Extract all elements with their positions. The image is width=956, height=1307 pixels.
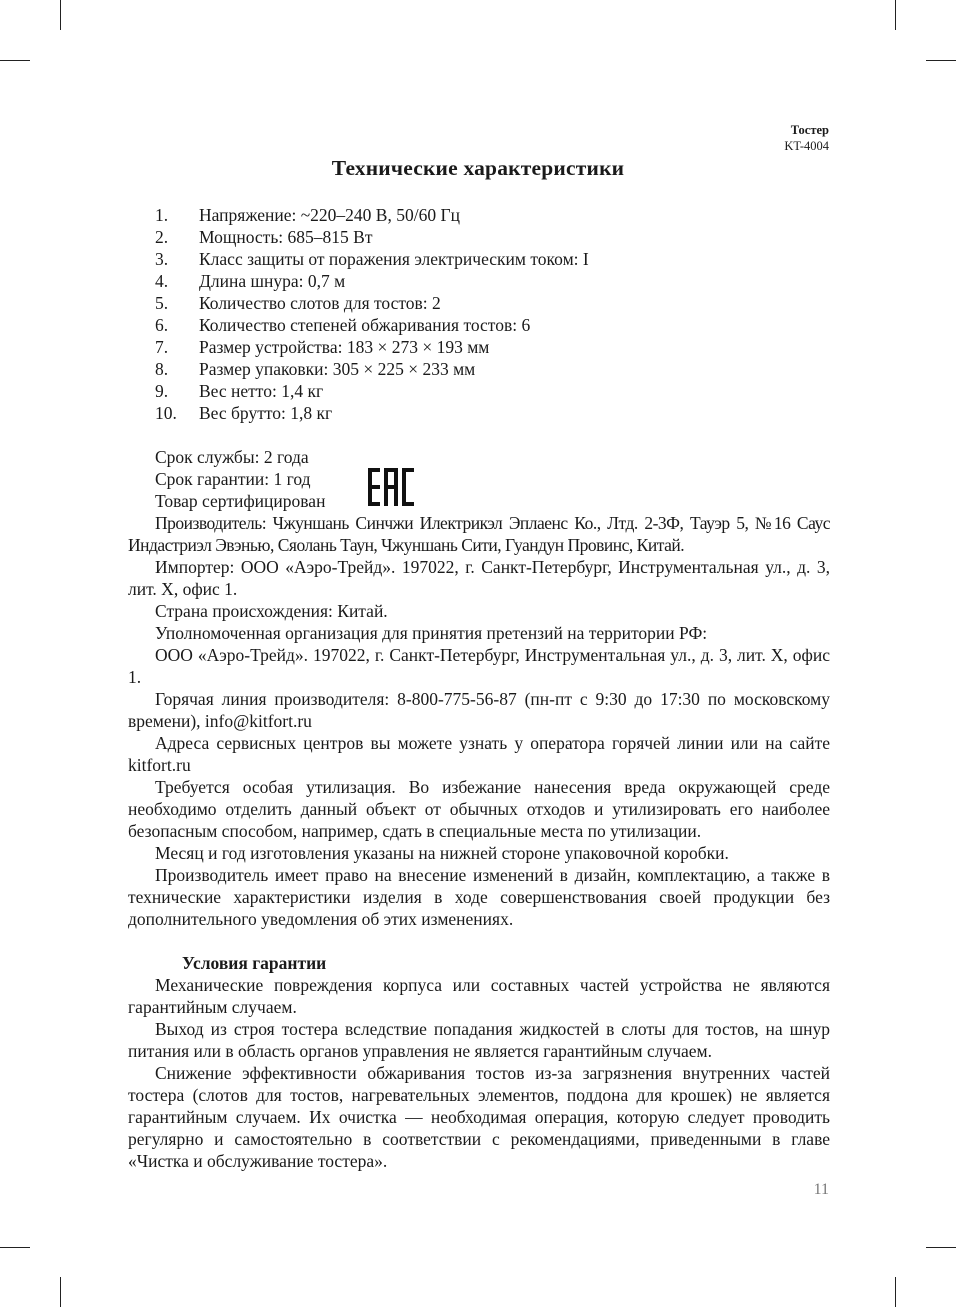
item-number: 9. <box>155 381 169 401</box>
certified-note: Товар сертифицирован <box>155 491 326 511</box>
running-header <box>784 122 829 154</box>
crop-mark <box>60 0 61 30</box>
list-item <box>155 402 589 424</box>
importer: Импортер: ООО «Аэро-Трейд». 197022, г. Санкт-Петербург, Инструментальная ул., д. 3, лит. Х, офис 1. <box>128 557 830 599</box>
warranty-section-title: Условия гарантии <box>182 953 327 973</box>
item-text: Длина шнура: 0,7 м <box>199 271 346 291</box>
service-life: Срок службы: 2 года <box>155 447 309 467</box>
list-item <box>155 314 589 336</box>
list-item <box>155 226 589 248</box>
item-text: Вес нетто: 1,4 кг <box>199 381 324 401</box>
list-item <box>155 270 589 292</box>
page-number: 11 <box>813 1181 829 1198</box>
authorized-org: ООО «Аэро-Трейд». 197022, г. Санкт-Петербург, Инструментальная ул., д. 3, лит. Х, офис 1. <box>128 645 830 687</box>
header-product: Тостер <box>790 123 829 137</box>
crop-mark <box>0 1247 30 1248</box>
crop-mark <box>926 60 956 61</box>
country-of-origin: Страна происхождения: Китай. <box>155 601 388 621</box>
certification-block <box>128 446 830 512</box>
item-text: Размер устройства: 183 × 273 × 193 мм <box>199 337 490 357</box>
service-centers: Адреса сервисных центров вы можете узнать у оператора горячей линии или на сайте kitfort.ru <box>128 733 830 775</box>
list-item <box>155 292 589 314</box>
item-number: 10. <box>155 403 177 423</box>
item-number: 8. <box>155 359 169 379</box>
item-number: 7. <box>155 337 169 357</box>
crop-mark <box>926 1247 956 1248</box>
warranty-paragraph: Снижение эффективности обжаривания тостов из-за загрязнения внутренних частей тостера (слотов для тостов, нагревательных элементов, поддона для крошек) не является гарантийным случаем. Их очистка — необходимая операция, которую следует проводить регулярно и самостоятельно в соответствии с рекомендациями, приведенными в главе «Чистка и обслуживание тостера». <box>128 1063 830 1171</box>
warranty-paragraph: Выход из строя тостера вследствие попадания жидкостей в слоты для тостов, на шнур питания или в область органов управления не является гарантийным случаем. <box>128 1019 830 1061</box>
warranty-paragraph: Механические повреждения корпуса или составных частей устройства не являются гарантийным случаем. <box>128 975 830 1017</box>
crop-mark <box>0 60 30 61</box>
list-item <box>155 204 589 226</box>
spec-list <box>155 204 589 424</box>
item-text: Размер упаковки: 305 × 225 × 233 мм <box>199 359 476 379</box>
item-number: 1. <box>155 205 169 225</box>
item-number: 2. <box>155 227 169 247</box>
list-item <box>155 336 589 358</box>
header-model: KT-4004 <box>784 139 829 153</box>
hotline: Горячая линия производителя: 8-800-775-56-87 (пн-пт с 9:30 до 17:30 по московскому времени), info@kitfort.ru <box>128 689 830 731</box>
item-text: Мощность: 685–815 Вт <box>199 227 373 247</box>
document-body <box>128 446 830 1172</box>
item-text: Количество степеней обжаривания тостов: 6 <box>199 315 531 335</box>
eac-logo-icon <box>368 468 414 506</box>
page-title: Технические характеристики <box>331 156 625 180</box>
item-number: 5. <box>155 293 169 313</box>
item-text: Количество слотов для тостов: 2 <box>199 293 441 313</box>
item-text: Вес брутто: 1,8 кг <box>199 403 333 423</box>
item-number: 4. <box>155 271 169 291</box>
disposal-note: Требуется особая утилизация. Во избежание нанесения вреда окружающей среде необходимо отделить данный объект от обычных отходов и утилизировать его наиболее безопасным способом, например, сдать в специальные места по утилизации. <box>128 777 830 841</box>
manufacturer: Производитель: Чжуншань Синчжи Илектрикэл Эплаенс Ко., Лтд. 2-3Ф, Тауэр 5, №16 Саус Индастриэл Эвэнью, Сяолань Таун, Чжуншань Сити, Гуандун Провинс, Китай. <box>128 513 830 555</box>
item-number: 6. <box>155 315 169 335</box>
authorized-org-label: Уполномоченная организация для принятия претензий на территории РФ: <box>155 623 708 643</box>
list-item <box>155 358 589 380</box>
manufacture-date-note: Месяц и год изготовления указаны на нижней стороне упаковочной коробки. <box>155 843 729 863</box>
item-text: Класс защиты от поражения электрическим током: I <box>199 249 589 269</box>
item-number: 3. <box>155 249 169 269</box>
warranty-period: Срок гарантии: 1 год <box>155 469 311 489</box>
crop-mark <box>895 1277 896 1307</box>
item-text: Напряжение: ~220–240 В, 50/60 Гц <box>199 205 460 225</box>
list-item <box>155 380 589 402</box>
list-item <box>155 248 589 270</box>
crop-mark <box>60 1277 61 1307</box>
changes-note: Производитель имеет право на внесение изменений в дизайн, комплектацию, а также в технические характеристики изделия в ходе совершенствования своей продукции без дополнительного уведомления об этих изменениях. <box>128 865 830 929</box>
crop-mark <box>895 0 896 30</box>
